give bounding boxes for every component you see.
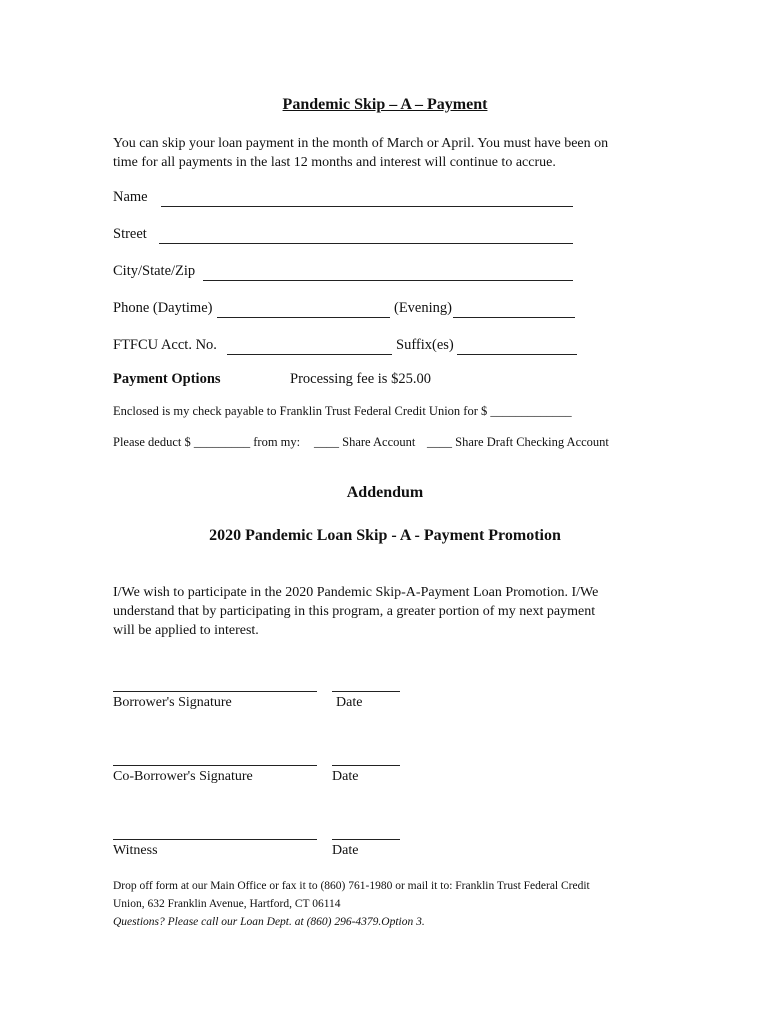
footer-line-1: Drop off form at our Main Office or fax it to (860) 761-1980 or mail it to: Franklin Trust Federal Credit <box>113 880 590 892</box>
phone-evening-field[interactable] <box>453 317 575 318</box>
street-label: Street <box>113 226 147 242</box>
borrower-date-label: Date <box>336 695 363 710</box>
intro-line-2: time for all payments in the last 12 months and interest will continue to accrue. <box>113 155 556 170</box>
name-field[interactable] <box>161 206 573 207</box>
borrower-date-field[interactable] <box>332 691 400 692</box>
account-number-label: FTFCU Acct. No. <box>113 337 217 353</box>
borrower-signature-label: Borrower's Signature <box>113 695 232 710</box>
addendum-heading: Addendum <box>346 484 424 501</box>
witness-label: Witness <box>113 843 158 858</box>
form-title: Pandemic Skip – A – Payment <box>282 96 488 113</box>
witness-signature-field[interactable] <box>113 839 317 840</box>
co-borrower-date-label: Date <box>332 769 359 784</box>
name-label: Name <box>113 189 148 205</box>
addendum-subheading: 2020 Pandemic Loan Skip - A - Payment Promotion <box>209 527 561 544</box>
city-state-zip-label: City/State/Zip <box>113 263 196 279</box>
intro-line-1: You can skip your loan payment in the month of March or April. You must have been on <box>113 136 609 151</box>
share-draft-checking-option[interactable]: ____ Share Draft Checking Account <box>427 435 609 449</box>
borrower-signature-field[interactable] <box>113 691 317 692</box>
addendum-para-line-2: understand that by participating in this program, a greater portion of my next payment <box>113 604 596 619</box>
footer-line-2: Union, 632 Franklin Avenue, Hartford, CT 06114 <box>113 898 341 910</box>
suffix-field[interactable] <box>457 354 577 355</box>
phone-daytime-label: Phone (Daytime) <box>113 300 213 316</box>
payment-options-label: Payment Options <box>113 371 221 387</box>
footer-questions: Questions? Please call our Loan Dept. at (860) 296-4379.Option 3. <box>113 916 425 928</box>
phone-evening-label: (Evening) <box>394 300 452 316</box>
account-number-field[interactable] <box>227 354 392 355</box>
deduct-amount-line: Please deduct $ _________ from my: <box>113 435 301 449</box>
suffix-label: Suffix(es) <box>396 337 454 353</box>
co-borrower-signature-field[interactable] <box>113 765 317 766</box>
processing-fee: Processing fee is $25.00 <box>290 371 431 387</box>
co-borrower-signature-label: Co-Borrower's Signature <box>113 769 253 784</box>
phone-daytime-field[interactable] <box>217 317 390 318</box>
addendum-para-line-3: will be applied to interest. <box>113 623 259 638</box>
witness-date-field[interactable] <box>332 839 400 840</box>
city-state-zip-field[interactable] <box>203 280 573 281</box>
share-account-option[interactable]: ____ Share Account <box>314 435 416 449</box>
witness-date-label: Date <box>332 843 359 858</box>
enclosed-check-line: Enclosed is my check payable to Franklin Trust Federal Credit Union for $ _____________ <box>113 404 572 418</box>
street-field[interactable] <box>159 243 573 244</box>
addendum-para-line-1: I/We wish to participate in the 2020 Pandemic Skip-A-Payment Loan Promotion. I/We <box>113 585 599 600</box>
co-borrower-date-field[interactable] <box>332 765 400 766</box>
